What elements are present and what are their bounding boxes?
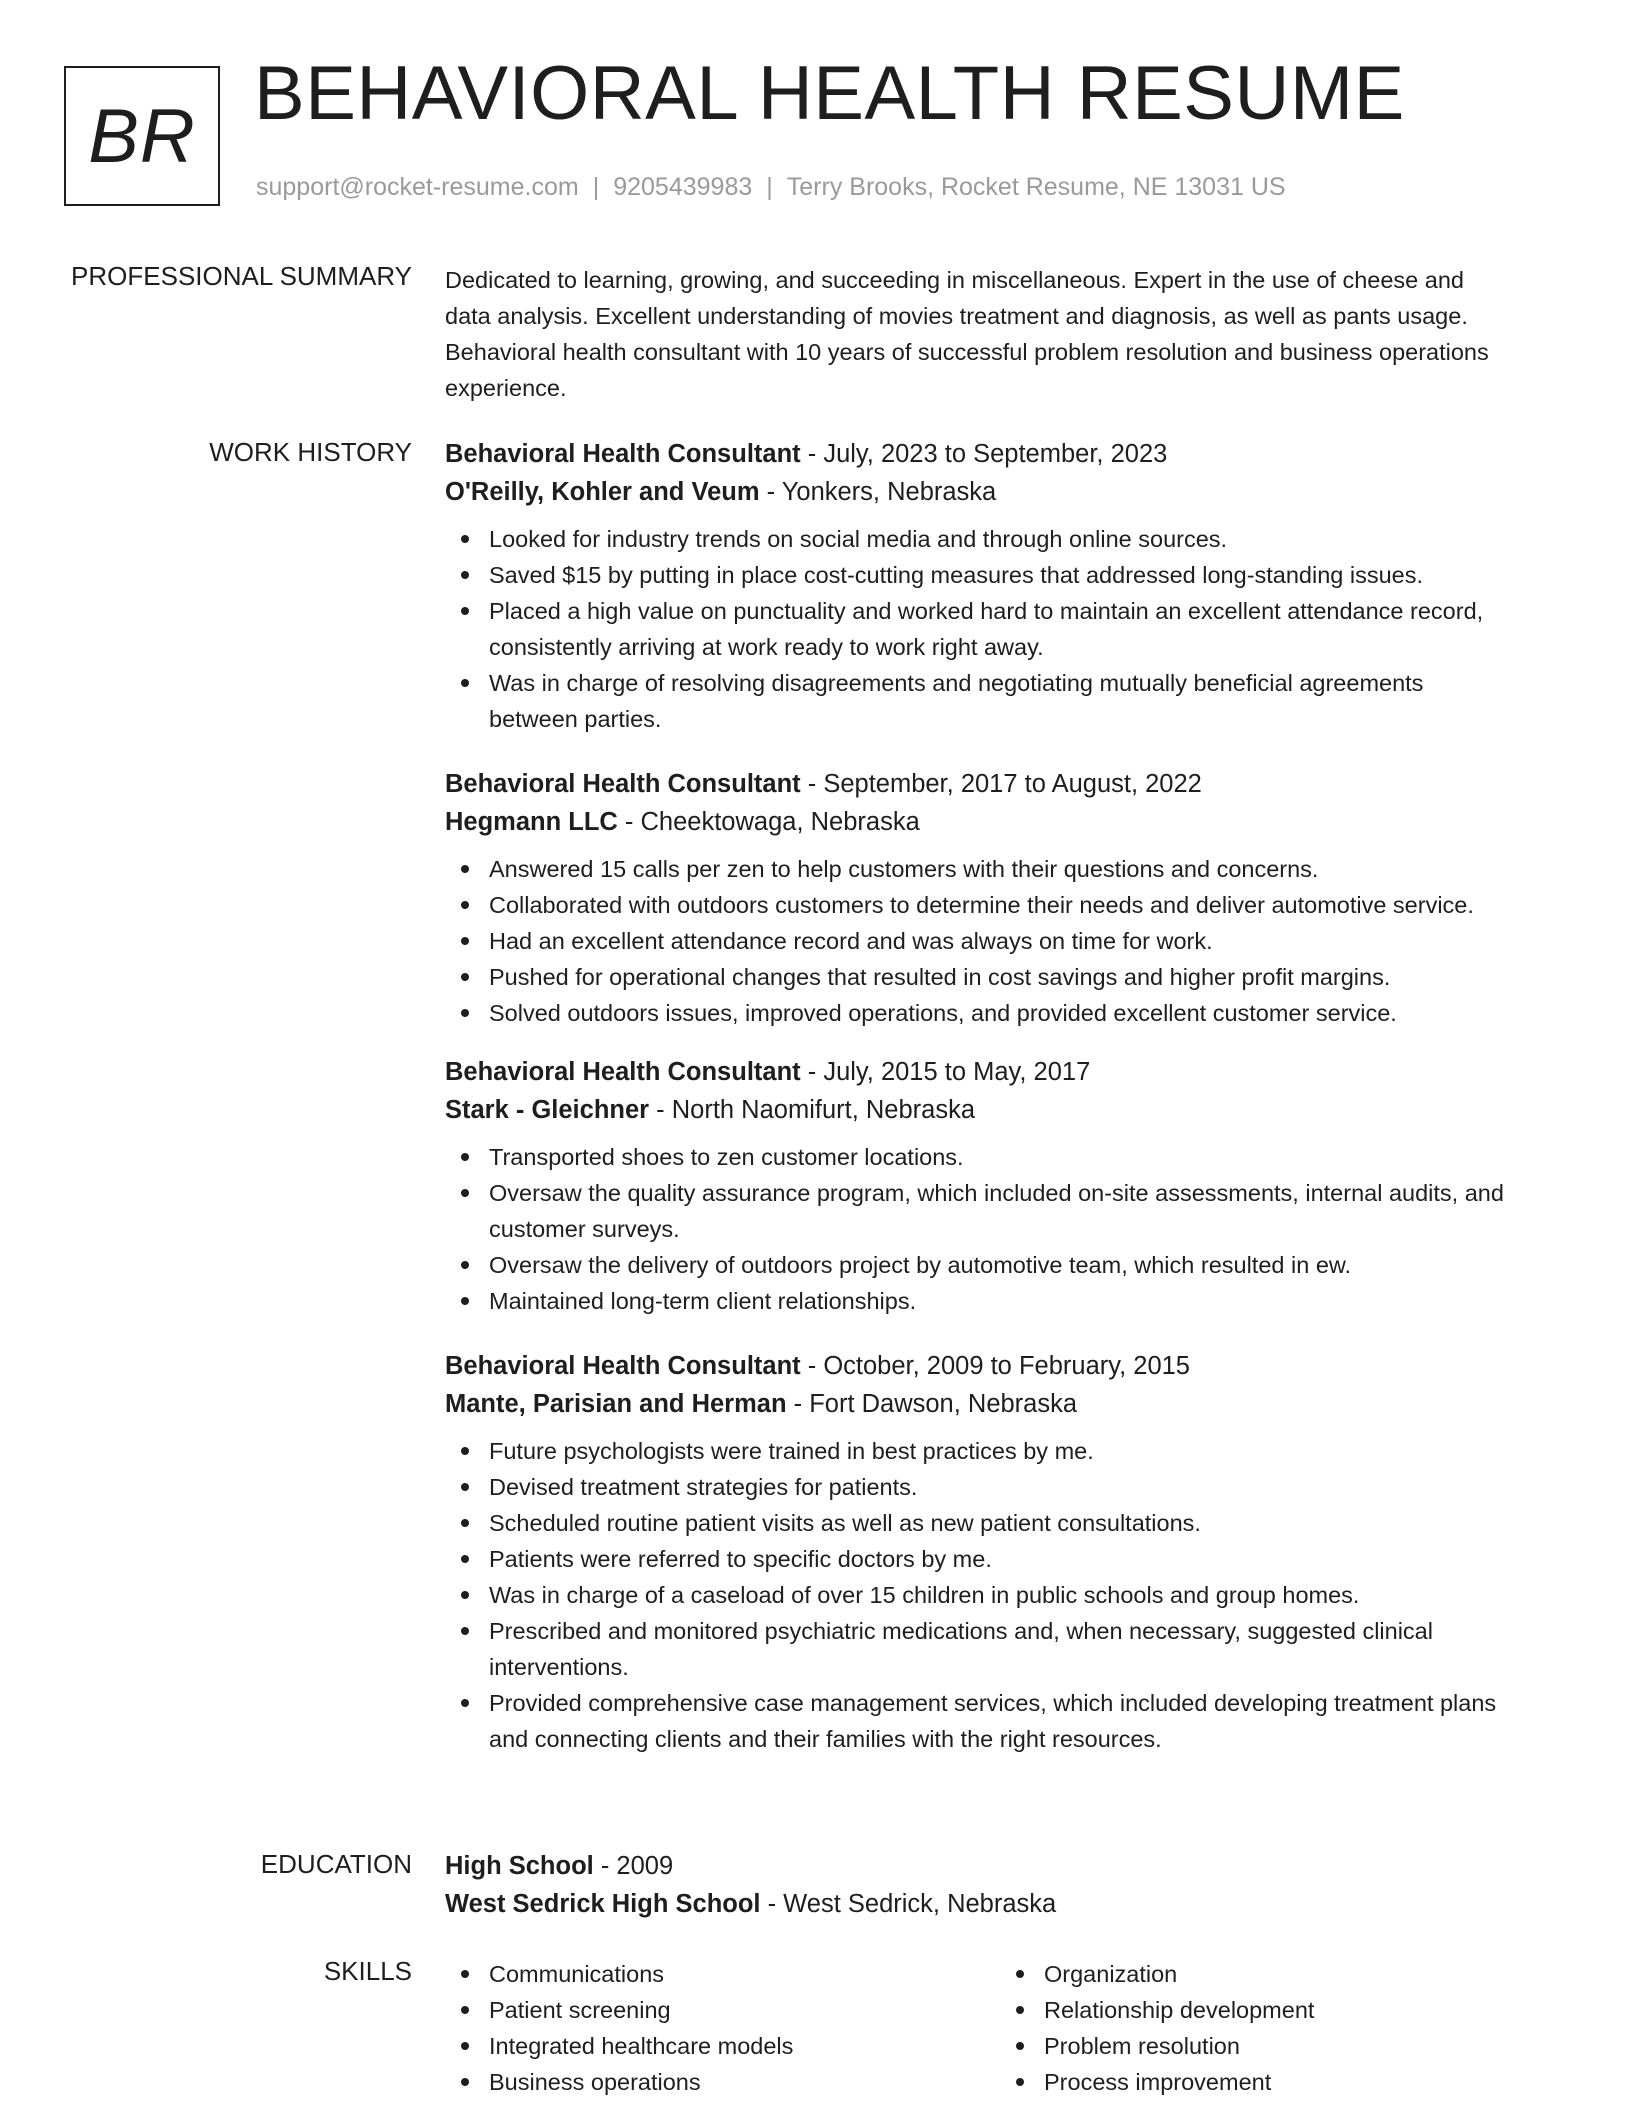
job-dates: - July, 2023 to September, 2023 [800, 440, 1168, 468]
skill-item: Problem resolution [1044, 2028, 1555, 2064]
skill-item: Communications [489, 1956, 1000, 1992]
education-location: - West Sedrick, Nebraska [760, 1890, 1057, 1918]
section-label-education: EDUCATION [260, 1849, 412, 1879]
job-bullet: Oversaw the delivery of outdoors project by automotive team, which resulted in ew. [489, 1247, 1555, 1283]
job-title: Behavioral Health Consultant [445, 1352, 801, 1380]
education-school-line [445, 1885, 1555, 1923]
job-dates: - October, 2009 to February, 2015 [800, 1352, 1190, 1380]
job-location: - North Naomifurt, Nebraska [649, 1096, 976, 1124]
job-bullet: Looked for industry trends on social media and through online sources. [489, 521, 1555, 557]
job-company: O'Reilly, Kohler and Veum [445, 478, 760, 506]
job-entry [445, 765, 1555, 1031]
job-company-line [445, 1385, 1555, 1423]
job-bullet-continuation: between parties. [489, 706, 662, 732]
job-bullet: Placed a high value on punctuality and worked hard to maintain an excellent attendance record, [489, 593, 1555, 629]
job-bullet: Pushed for operational changes that resulted in cost savings and higher profit margins. [489, 959, 1555, 995]
contact-separator: | [592, 173, 600, 201]
job-bullet-continuation: customer surveys. [489, 1216, 680, 1242]
contact-address: Terry Brooks, Rocket Resume, NE 13031 US [786, 173, 1286, 201]
section-label-summary: PROFESSIONAL SUMMARY [71, 261, 412, 291]
job-title-line [445, 1347, 1555, 1385]
section-label-skills: SKILLS [323, 1956, 412, 1986]
page-title: BEHAVIORAL HEALTH RESUME [254, 51, 1405, 136]
section-label-work: WORK HISTORY [209, 437, 412, 467]
job-entry [445, 435, 1555, 737]
education-degree: High School [445, 1852, 594, 1880]
job-bullet: Prescribed and monitored psychiatric medications and, when necessary, suggested clinical [489, 1613, 1555, 1649]
skill-item: Relationship development [1044, 1992, 1555, 2028]
skill-item: Process improvement [1044, 2064, 1555, 2100]
job-bullet: Was in charge of resolving disagreements and negotiating mutually beneficial agreements [489, 665, 1555, 701]
skill-item: Business operations [489, 2064, 1000, 2100]
job-bullet: Oversaw the quality assurance program, which included on-site assessments, internal audits, and [489, 1175, 1555, 1211]
job-company: Stark - Gleichner [445, 1096, 650, 1124]
summary-text [445, 262, 1555, 406]
monogram: BR [64, 66, 220, 206]
job-title: Behavioral Health Consultant [445, 770, 801, 798]
job-bullet-continuation: consistently arriving at work ready to work right away. [489, 634, 1044, 660]
job-location: - Yonkers, Nebraska [759, 478, 997, 506]
summary-line: data analysis. Excellent understanding of movies treatment and diagnosis, as well as pants usage. [445, 303, 1468, 329]
job-bullet: Saved $15 by putting in place cost-cutting measures that addressed long-standing issues. [489, 557, 1555, 593]
job-bullet-continuation: interventions. [489, 1654, 629, 1680]
contact-separator: | [766, 173, 773, 201]
skills-column-right [1000, 1956, 1555, 2100]
summary-line: experience. [445, 375, 567, 401]
job-bullet: Provided comprehensive case management services, which included developing treatment plans [489, 1685, 1555, 1721]
job-entry [445, 1053, 1555, 1319]
job-bullet: Had an excellent attendance record and was always on time for work. [489, 923, 1555, 959]
skill-item: Patient screening [489, 1992, 1000, 2028]
skills-column-left [445, 1956, 1000, 2100]
job-bullet: Transported shoes to zen customer locations. [489, 1139, 1555, 1175]
job-company-line [445, 473, 1555, 511]
job-bullet: Answered 15 calls per zen to help customers with their questions and concerns. [489, 851, 1555, 887]
summary-line: Dedicated to learning, growing, and succeeding in miscellaneous. Expert in the use of cheese and [445, 267, 1464, 293]
job-company-line [445, 803, 1555, 841]
education-entry [445, 1847, 1555, 1923]
job-bullets [445, 521, 1555, 737]
job-bullet-continuation: and connecting clients and their families with the right resources. [489, 1726, 1162, 1752]
job-company: Hegmann LLC [445, 808, 618, 836]
job-bullets [445, 1433, 1555, 1757]
job-bullet: Future psychologists were trained in best practices by me. [489, 1433, 1555, 1469]
job-title: Behavioral Health Consultant [445, 1058, 801, 1086]
job-dates: - July, 2015 to May, 2017 [800, 1058, 1091, 1086]
job-bullet: Collaborated with outdoors customers to determine their needs and deliver automotive service. [489, 887, 1555, 923]
contact-phone: 9205439983 [613, 173, 753, 201]
job-entry [445, 1347, 1555, 1757]
contact-email: support@rocket-resume.com [256, 173, 579, 201]
job-title: Behavioral Health Consultant [445, 440, 801, 468]
job-title-line [445, 1053, 1555, 1091]
education-year: - 2009 [593, 1852, 674, 1880]
job-bullet: Scheduled routine patient visits as well as new patient consultations. [489, 1505, 1555, 1541]
job-bullet: Maintained long-term client relationships. [489, 1283, 1555, 1319]
job-title-line [445, 435, 1555, 473]
education-degree-line [445, 1847, 1555, 1885]
summary-line: Behavioral health consultant with 10 years of successful problem resolution and business operations [445, 339, 1489, 365]
job-bullet: Was in charge of a caseload of over 15 children in public schools and group homes. [489, 1577, 1555, 1613]
job-bullet: Patients were referred to specific doctors by me. [489, 1541, 1555, 1577]
job-location: - Fort Dawson, Nebraska [786, 1390, 1078, 1418]
job-company: Mante, Parisian and Herman [445, 1390, 787, 1418]
skill-item: Integrated healthcare models [489, 2028, 1000, 2064]
education-school: West Sedrick High School [445, 1890, 761, 1918]
job-dates: - September, 2017 to August, 2022 [800, 770, 1202, 798]
job-bullet: Devised treatment strategies for patients. [489, 1469, 1555, 1505]
job-location: - Cheektowaga, Nebraska [617, 808, 920, 836]
contact-line [256, 173, 1286, 202]
job-bullets [445, 851, 1555, 1031]
skill-item: Organization [1044, 1956, 1555, 1992]
job-title-line [445, 765, 1555, 803]
skills-list [445, 1956, 1555, 2100]
work-entries [445, 435, 1555, 1757]
job-company-line [445, 1091, 1555, 1129]
job-bullet: Solved outdoors issues, improved operations, and provided excellent customer service. [489, 995, 1555, 1031]
job-bullets [445, 1139, 1555, 1319]
